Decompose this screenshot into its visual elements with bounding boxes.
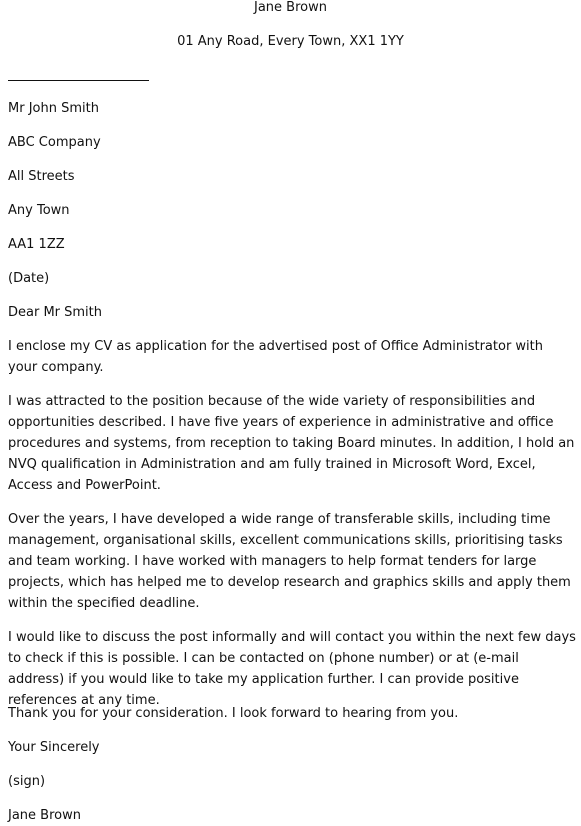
closing: Your Sincerely [8, 740, 100, 755]
sender-name: Jane Brown [254, 0, 327, 15]
body-paragraph: Over the years, I have developed a wide range of transferable skills, including time management, organisational skills, excellent communications skills, prioritising tasks and team working. I have worked with managers to help format tenders for large projects, which has helped me to develop research and graphics skills and apply them within the specified deadline. [8, 512, 571, 611]
letter-date: (Date) [8, 271, 50, 286]
signature-name: Jane Brown [8, 808, 81, 823]
body-paragraph: I was attracted to the position because of the wide variety of responsibilities and opportunities described. I have five years of experience in administrative and office procedures and systems, from reception to taking Board minutes. In addition, I hold an NVQ qualification in Administration and am fully trained in Microsoft Word, Excel, Access and PowerPoint. [8, 394, 575, 493]
header-divider [8, 80, 149, 81]
recipient-street: All Streets [8, 169, 75, 184]
salutation: Dear Mr Smith [8, 305, 103, 320]
sender-address: 01 Any Road, Every Town, XX1 1YY [177, 34, 404, 49]
recipient-postcode: AA1 1ZZ [8, 237, 65, 252]
body-paragraph: Thank you for your consideration. I look forward to hearing from you. [8, 706, 459, 721]
signature-placeholder: (sign) [8, 774, 46, 789]
body-paragraph: I would like to discuss the post informally and will contact you within the next few days to check if this is possible. I can be contacted on (phone number) or at (e-mail address) if you would like to take my application further. I can provide positive references at any time. [8, 630, 576, 708]
recipient-town: Any Town [8, 203, 70, 218]
recipient-company: ABC Company [8, 135, 101, 150]
recipient-name: Mr John Smith [8, 101, 99, 116]
body-paragraph: I enclose my CV as application for the advertised post of Office Administrator with your company. [8, 339, 543, 375]
